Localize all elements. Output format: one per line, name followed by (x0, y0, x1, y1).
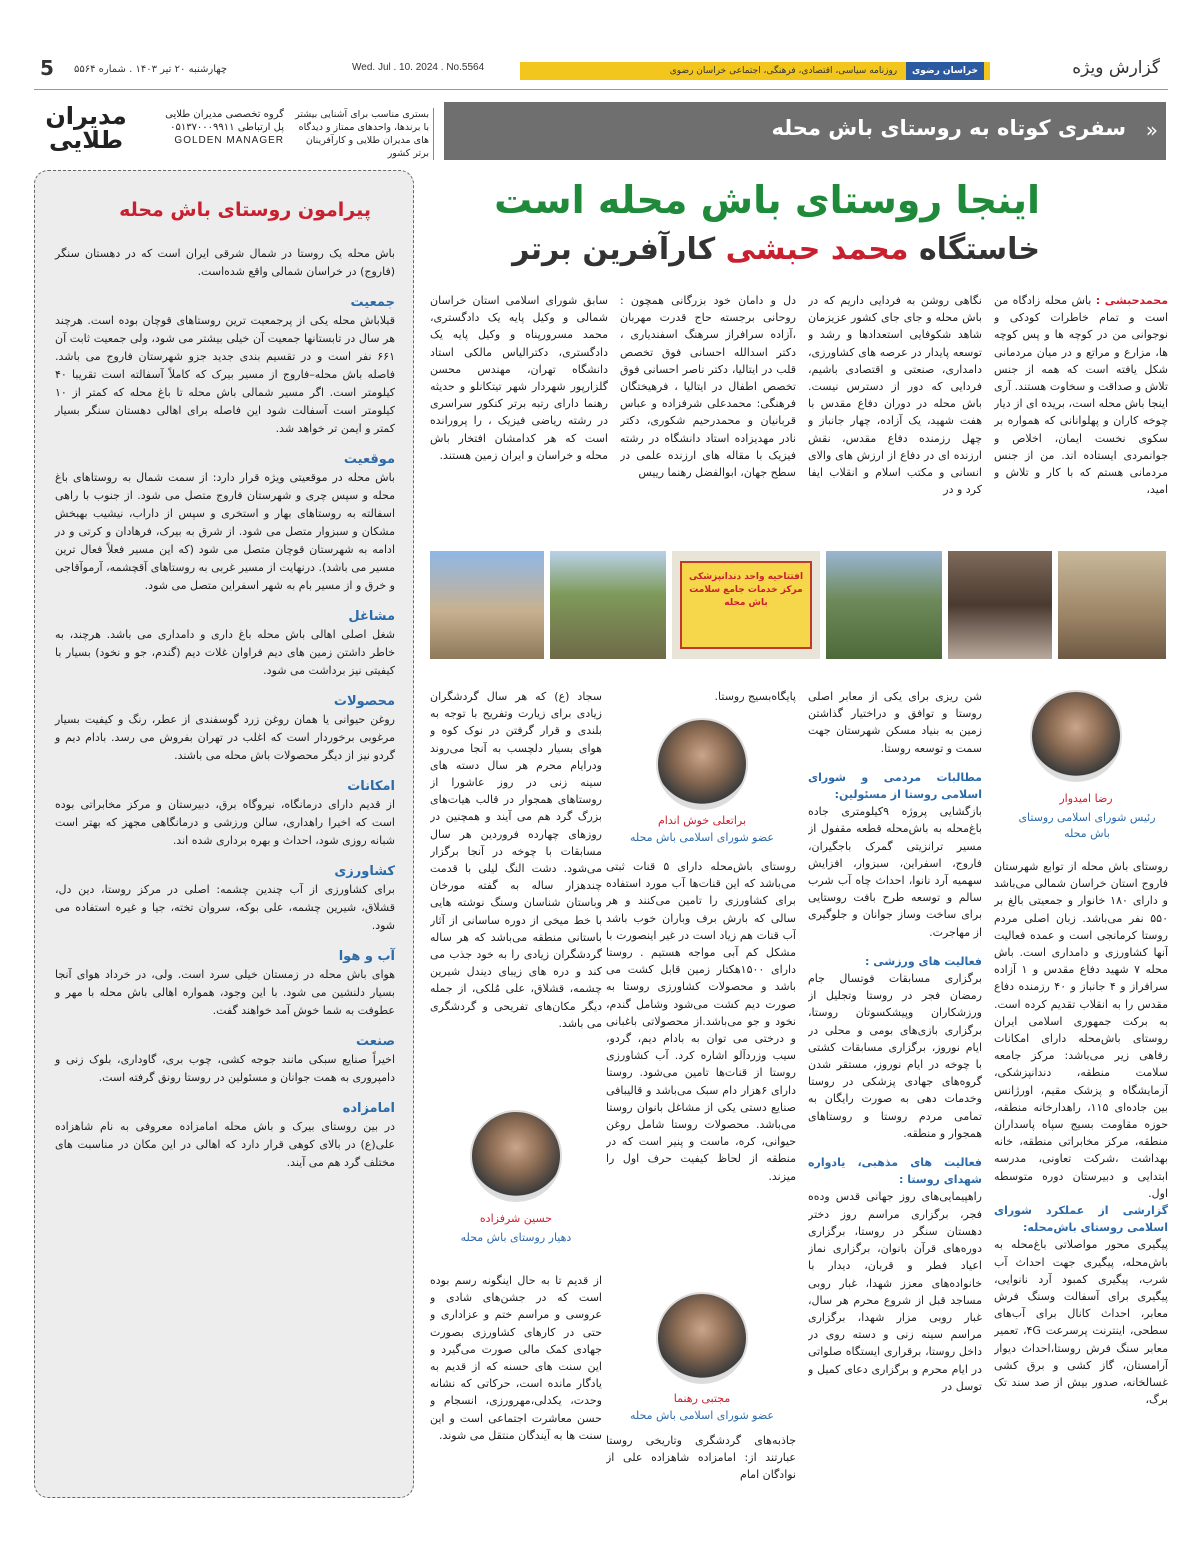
photo-clinic-sign (670, 549, 822, 661)
photo-ceremony-hall (946, 549, 1054, 661)
sidebar-text: باش محله در موقعیتی ویژه قرار دارد: از سمت شمال به روستاهای باغ محله و سپس چری و شهرستان فاروج متصل می شود. از جنوب با راهی اسفالته به روستاهای بهار و استخری و سپس از داراب، نیشیب بهبخش مشکان و سبزوار متصل می شود. از شرق به بیرک، فرهادان و کرتی و در ادامه به شهرستان قوچان متصل می شود (که این مسیر فعلاً فعال ترین مسیر می باشد). درنهایت از مسیر غربی به روستاهای آقچشمه، آرموآقاجی و خرق و از مسیر بام به شهر اسفراین متصل می شود. (55, 471, 395, 592)
sidebar-section (55, 452, 395, 595)
article-subheading: مطالبات مردمی و شورای اسلامی روستا از مسئولین: (808, 770, 982, 802)
sidebar-heading: کشاورزی (334, 864, 395, 879)
sidebar-text: شغل اصلی اهالی باش محله باغ داری و دامداری می باشد. هرچند، به خاطر داشتن زمین های دیم فراوان غلات دیم (گندم، جو و نخود) بسیار با کیفیتی نیز برداشت می شود. (55, 628, 395, 677)
sidebar-box (34, 170, 414, 1498)
brand-description: بستری مناسب برای آشنایی بیشتر با برندها، واحدهای ممتاز و دیدگاه های مدیران طلایی و کارآفرینان برتر کشور (294, 108, 434, 160)
sidebar-section (55, 949, 395, 1020)
clinic-sign (680, 561, 812, 649)
person-name: رضا امیدوار (1059, 792, 1113, 805)
sidebar-heading: امکانات (347, 779, 395, 794)
sidebar-heading: امامزاده (342, 1101, 395, 1116)
sidebar-heading: مشاغل (348, 609, 395, 624)
sidebar-text: از قدیم دارای درمانگاه، نیروگاه برق، دبیرستان و مرکز مخابراتی بوده است که اخیرا راهداری، سالن ورزشی و درمانگاهی مجهز که بهتر است شبانه روزی شود، احداث و بهره برداری شده اند. (55, 798, 395, 847)
article-column: سابق شورای اسلامی استان خراسان شمالی و وکیل پایه یک دادگستری، محمد مسرورپناه و وکیل پایه یک دادگستری، دکترالیاس مالکی استاد دانشگاه تهران، مهندس محسن گلزارپور شهردار شهر تیتکانلو و حدیثه رهنما دارای رتبه برتر کنکور سراسری در رشته ریاضی فیزیک ، را پرورانده است که هر کدامشان افتخار باش محله و خراسان و ایران زمین هستند. (430, 294, 608, 462)
person-name: براتعلی خوش اندام (657, 814, 747, 827)
sidebar-section (55, 1034, 395, 1087)
speaker-label: محمدحبشی : (1095, 294, 1168, 307)
person-name: مجتبی رهنما (673, 1392, 731, 1405)
brand-phone: پل ارتباطی ۰۵۱۳۷۰۰۰۹۹۱۱ (170, 122, 284, 133)
page-header (34, 50, 1168, 90)
sidebar-text: روغن حیوانی یا همان روغن زرد گوسفندی از عطر، رنگ و کیفیت بسیار مرغوبی برخوردار است که اغلب در تهران بفروش می رسد. بادام دیم و گردو نیز از دیگر محصولات باش محله می باشند. (55, 713, 395, 762)
avatar (656, 1292, 748, 1384)
sidebar-text: اخیراً صنایع سبکی مانند جوجه کشی، چوب بری، گاوداری، بلوک زنی و دامپروری به همت جوانان و مسئولین در روستا رونق گرفته است. (55, 1053, 395, 1084)
article-text: جاذبه‌های گردشگری وتاریخی روستا عبارتند از: (606, 1434, 796, 1465)
subheadline-name: محمد حبشی (725, 232, 909, 267)
newspaper-logo: خراسان رضوی (906, 62, 984, 80)
sign-line-1: افتتاحیه واحد دندانپزشکی (688, 572, 804, 582)
page-number: 5 (40, 56, 54, 80)
sidebar-heading: محصولات (333, 694, 395, 709)
sidebar-heading: جمعیت (350, 295, 395, 310)
photo-shrine (428, 549, 546, 661)
headline: اینجا روستای باش محله است (494, 178, 1040, 222)
article-text: بازگشایی پروژه ۹کیلومتری جاده باغ‌محله به باش‌محله قطعه مقفول از مسیر ترانزیتی گمرک باجگیران، فاروج، اسفراین، سبزوار، افزایش سهمیه آرد نانوا، احداث چاه آب شرب سالم و توسعه طرح بافت روستایی برای ساخت وساز جوانان و جلوگیری از مهاجرت. (808, 805, 982, 939)
article-column: دل و دامان خود بزرگانی همچون : روحانی برجسته حاج قدرت مهربان ،آزاده سرافراز سرهنگ اسفندیاری ، دکتر اسدالله احسانی فوق تخصص قلب در ایتالیا، دکتر ناصر احسانی فوق تخصص اطفال در ایتالیا ، فرهیختگان فرهنگی: محمدعلی شرفزاده و عباس قربانیان و محمدرحیم شکوری، دکتر نادر مهدیزاده استاد دانشگاه در رشته فیزیک با مقاله های ارزنده علمی در سطح جهان، ابوالفضل رهنما رییس (620, 294, 796, 480)
avatar (470, 1110, 562, 1202)
person-role: عضو شورای اسلامی باش محله (630, 831, 774, 844)
section-name: گزارش ویژه (1072, 58, 1160, 78)
avatar (1030, 690, 1122, 782)
band-title: سفری کوتاه به روستای باش محله (771, 116, 1126, 140)
date-fa: چهارشنبه ۲۰ تیر ۱۴۰۳ . شماره ۵۵۶۴ (74, 64, 228, 75)
photo-village-crowd (1056, 549, 1168, 661)
article-column: از قدیم تا به حال اینگونه رسم بوده است که در جشن‌های شادی و عروسی و مراسم ختم و عزاداری و حتی در کارهای کشاورزی بصورت جهادی کمک مالی صورت می‌گیرد و این سنت های حسنه که از قدیم به یادگار مانده است، حرکاتی که نشانه وحدت، یکدلی،مهرورزی، انسجام و حسن معاشرت اجتماعی است و این سنت ها به آیندگان منتقل می شوند. (430, 1274, 602, 1442)
article-text: روستای باش محله از توابع شهرستان فاروج استان خراسان شمالی می‌باشد و دارای ۱۸۰ خانوار و جمعیتی بالغ بر ۵۵۰ نفر می‌باشد. زبان اصلی مردم روستا کرمانجی است و عمده فعالیت آنها کشاورزی و دامداری است. باش محله ۷ شهید دفاع مقدس و ۱ آزاده سرافراز و ۴ جانباز و ۴۰ رزمنده دفاع مقدس را به انقلاب تقدیم کرده است. به برکت جمهوری اسلامی ایران روستای باش‌محله دارای امکانات رفاهی زیر می‌باشد: مرکز جامعه سلامت منطقه، دندانپزشکی، آزمایشگاه و پزشک مقیم، اورژانس بین جاده‌ای ۱۱۵، راهدارخانه منطقه، حوزه مقاومت بسیج سپاه پاسداران منطقه، مرکز مخابراتی منطقه، خانه بهداشت ،شرکت تعاونی، مدرسه ابتدایی و دبیرستان دوره متوسطه اول. (994, 860, 1168, 1200)
sidebar-section (55, 694, 395, 765)
sidebar-heading: آب و هوا (338, 949, 395, 964)
article-column (606, 1432, 796, 1498)
sidebar-section (55, 1101, 395, 1172)
sidebar-text: در بین روستای بیرک و باش محله امامزاده معروفی به نام شاهزاده علی(ع) در بالای کوهی قرار دارد که اهالی در این مکان در مناسبت های مختلف گرد هم می آیند. (55, 1120, 395, 1169)
subheadline (512, 232, 1040, 267)
person-role: رئیس شورای اسلامی روستای باش محله (1018, 811, 1156, 840)
brand-group (158, 108, 284, 147)
subheadline-part-b: کارآفرین برتر (512, 232, 716, 267)
avatar (656, 718, 748, 810)
article-column (994, 292, 1168, 532)
golden-manager-brand (34, 102, 434, 159)
article-column: نگاهی روشن به فردایی داریم که در باش محله و جای جای کشور عزیزمان شاهد شکوفایی استعدادها و رشد و توسعه پایدار در عرصه های کشاورزی، دامداری، صنعتی و اقتصادی باشیم، فردایی که دور از دسترس نیست. باش محله در دوران دفاع مقدس با هفت شهید، یک آزاده، چهار جانباز و چهل رزمنده دفاع مقدس، نقش ارزنده ای در دفاع از ارزش های والای انسانی و مکتب اسلام و انقلاب ایفا کرد و در (808, 294, 982, 497)
ribbon-text: روزنامه سیاسی، اقتصادی، فرهنگی، اجتماعی خراسان رضوی (669, 66, 898, 76)
golden-manager-logo: مدیران طلایی (34, 104, 138, 154)
article-column (994, 858, 1168, 1498)
sidebar-heading: صنعت (356, 1034, 395, 1049)
article-text: برگزاری مسابقات فوتسال جام رمضان فجر در روستا وتجلیل از ورزشکاران وپیشکسوتان روستا، برگزاری بازی‌های بومی و محلی در ایام نوروز، برگزاری مسابقات کشتی با چوخه در ایام نوروز، مستقر شدن گروه‌های جهادی پزشکی در روستا وخدمات دهی به صورت رایگان به تمامی مردم روستا و روستاهای همجوار و منطقه. (808, 972, 982, 1140)
brand-group-name: گروه تخصصی مدیران طلایی (165, 109, 284, 120)
person-role: دهیار روستای باش محله (460, 1231, 572, 1244)
sidebar-text: برای کشاورزی از آب چندین چشمه: اصلی در مرکز روستا، دین دل، قشلاق، شیرین چشمه، علی بوکه، سروان تخته، جیا و غیره استفاده می شود. (55, 883, 395, 932)
subheadline-part-a: خاستگاه (918, 232, 1040, 267)
date-en: Wed. Jul . 10. 2024 . No.5564 (352, 62, 485, 73)
sidebar-intro (55, 245, 395, 281)
sidebar-section (55, 609, 395, 680)
sidebar-section (55, 864, 395, 935)
article-text: راهپیمایی‌های روز جهانی قدس وده‌ه فجر، برگزاری مراسم روز دختر دهستان سنگر در روستا، برگزاری دوره‌های قرآن بانوان، برگزاری نماز اعیاد فطر و قربان، دیدار با خانواده‌های معزز شهدا، غبار روبی مساجد قبل از شروع محرم هر سال، غبار روبی مزار شهدا، برگزاری مراسم سینه زنی و دسته روی در داخل روستا، برقراری ایستگاه صلواتی در ایام محرم و برگزاری دعای کمیل و توسل در (808, 1190, 982, 1393)
double-chevron-icon: « (1145, 118, 1158, 142)
sidebar-text: هوای باش محله در زمستان خیلی سرد است. ولی، در خرداد هوای آنجا بسیار دلنشین می شود. با این وجود، همواره اهالی باش محله با مهر و عطوفت به شما خوش آمد خواهند گفت. (55, 968, 395, 1017)
brand-en: GOLDEN MANAGER (174, 135, 284, 146)
article-text: پیگیری محور مواصلاتی باغ‌محله به باش‌محله، پیگیری جهت احداث آب شرب، پیگیری کمبود آرد نانوایی، پیگیری برای آسفالت وسنگ فرش معابر، احداث کانال برای آب‌های سطحی، اینترنت پرسرعت ۴G، تعمیر معابر سنگ فرش روستا،احداث دیوار آرامستان، گاز کشی و برق کشی غسالخانه، صدور بیش از صد سند تک برگ، (994, 1238, 1168, 1407)
article-text: باش محله زادگاه من است و تمام خاطرات کودکی و نوجوانی من در کوچه ها و پس کوچه ها، مزارع و مراتع و در میان مردمانی شکل یافته است که همه از جنس تلاش و صداقت و سخاوت هستند. آری اینجا باش محله است، بریده ای از دیار چوخه کاران و پهلوانانی که همواره بر سکوی نخست ایمان، اخلاص و جوانمردی ایستاده اند. من از جنس مردمانی هستم که با کار و تلاش و امید، (994, 294, 1168, 497)
person-name: حسین شرفزاده (479, 1212, 553, 1225)
report-title-band (440, 102, 1166, 160)
sidebar-section (55, 779, 395, 850)
photo-mountain-valley (548, 549, 668, 661)
article-subheading: گزارشی از عملکرد شورای اسلامی روستای باش‌محله: (994, 1204, 1168, 1235)
sidebar-title: پیرامون روستای باش محله (119, 199, 371, 221)
photo-village-landscape (824, 549, 944, 661)
article-column (808, 688, 982, 1498)
article-subheading: فعالیت های مذهبی، یادواره شهدای روستا : (808, 1156, 982, 1187)
sidebar-section (55, 295, 395, 438)
person-role: عضو شورای اسلامی باش محله (630, 1409, 774, 1422)
article-text: شن ریزی برای یکی از معابر اصلی روستا و توافق و دراختیار گذاشتن زمین به بنیاد مسکن شهرستان جهت سمت و توسعه روستا. (808, 690, 982, 755)
article-subheading: فعالیت های ورزشی : (865, 954, 982, 968)
sidebar-heading: موقعیت (343, 452, 395, 467)
sign-line-2: مرکز خدمات جامع سلامت باش محله (689, 585, 803, 608)
article-column: پایگاه‌بسیج روستا. (714, 690, 796, 703)
sidebar-text: قبلاباش محله یکی از پرجمعیت ترین روستاهای قوچان بوده است. هرچند هر سال در تابستانها جمعیت آن خیلی بیشتر می شود، ولی جمعیت ثابت آن ۶۶۱ نفر است و در تقسیم بندی جدید جزو شهرستان فاروج می باشد. فاصله باش محله–فاروج از مسیر بیرک که کاملاً آسفالته است تقریبا ۴۰ کیلومتر است. اگر مسیر شمالی باش محله تا باغ محله که کمتر از ۱۰ کیلومتر است آسفالت شود این فاصله برای اهالی دهستان سنگر بسیار کمتر و ایمن تر خواهد شد. (55, 314, 395, 435)
article-text: امامزاده شاهزاده علی از نوادگان امام (606, 1451, 796, 1482)
article-column: روستای باش‌محله دارای ۵ قنات ثبتی می‌باشد که این قنات‌ها آب مورد استفاده برای کشاورزی را تامین می‌کنند و هر سالی که بارش برف وباران خوب باشد آب قنات هم زیاد است در غیر اینصورت با مشکل کم آبی مواجه هستیم . روستا دارای ۱۵۰۰هکتار زمین قابل کشت می باشد و محصولات کشاورزی روستا به صورت دیم کشت می‌شود وشامل گندم، نخود و جو می‌باشد.از محصولاتی باغبانی و درختی می توان به بادام دیم، گردو، سیب وزردآلو اشاره کرد. آب کشاورزی روستا از قنات‌ها تامین می‌شود. روستا دارای ۶هزار دام سبک می‌باشد و قالیبافی صنایع دستی یکی از مشاغل بانوان روستا می‌باشد. محصولات روستا شامل روغن حیوانی، کره، ماست و پنیر است که در منطقه از لحاظ کیفیت حرف اول را میزند. (606, 860, 796, 1183)
sidebar-intro-text: باش محله یک روستا در شمال شرقی ایران است که در دهستان سنگر (فاروج) در خراسان شمالی واقع شده‌است. (55, 247, 395, 278)
newspaper-ribbon (520, 62, 990, 80)
article-column: سجاد (ع) که هر سال گردشگران زیادی برای زیارت وتفریح با توجه به بلندی و قرار گرفتن در نوک کوه و هوای بسیار دلچسب به آنجا می‌روند ودرایام محرم هر سال دسته های سینه زنی در روز عاشورا از روستاهای همجوار در قالب هیات‌های بزرگ گرد هم می آیند و همچنین در روزهای چهارده فروردین هر سال مسابقات با چوخه در آنجا برگزار می‌شود. دشت النگ لیلی با قدمت چندهزار ساله به گفته مورخان وباستان شناسان وسنگ نوشته هایی با خط میخی از دوره ساسانی از آثار باستانی منطقه می‌باشد که هر ساله گردشگران زیادی را به خود جذب می کند و دره های زیبای دیندل شیرین چشمه، قشلاق، علی مُلکی، از جمله دیگر مکان‌های تفریحی و گردشگری می باشد. (430, 690, 602, 1030)
